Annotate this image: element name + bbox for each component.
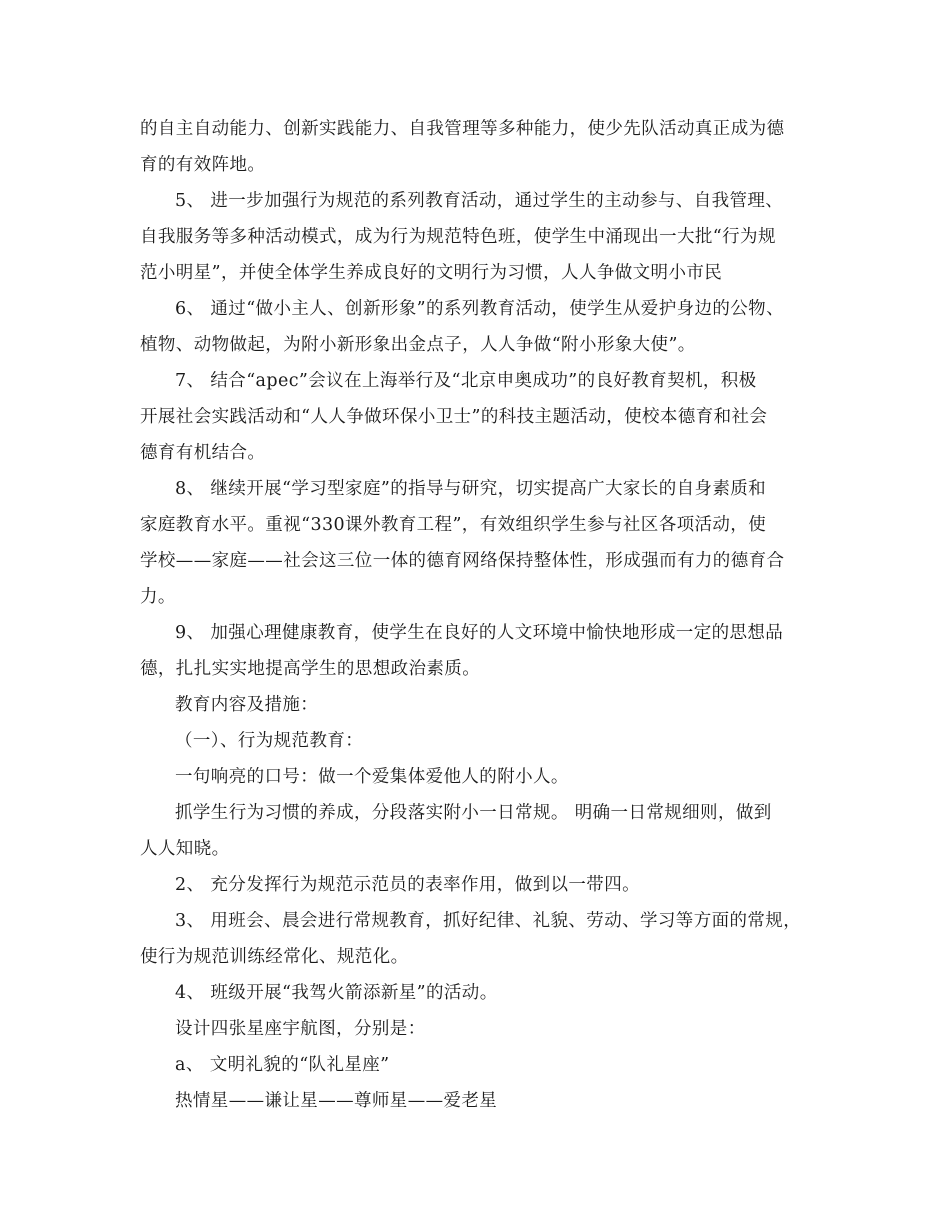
paragraph-item-5: 5、 进一步加强行为规范的系列教育活动，通过学生的主动参与、自我管理、 [175,191,784,211]
text-line: 德育有机结合。 [140,443,266,463]
paragraph-item-6: 6、 通过“做小主人、创新形象”的系列教育活动，使学生从爱护身边的公物、 [175,299,784,319]
list-item-a: a、 文明礼貌的“队礼星座” [175,1055,390,1075]
list-item-2: 2、 充分发挥行为规范示范员的表率作用，做到以一带四。 [175,875,640,895]
text-line: 的自主自动能力、创新实践能力、自我管理等多种能力，使少先队活动真正成为德 [140,119,785,139]
text-line: 育的有效阵地。 [140,155,266,175]
slogan-line: 一句响亮的口号：做一个爱集体爱他人的附小人。 [175,767,569,787]
paragraph-item-7: 7、 结合“apec”会议在上海举行及“北京申奥成功”的良好教育契机，积极 [175,371,757,391]
text-line: 设计四张星座宇航图，分别是： [175,1019,426,1039]
text-line: 自我服务等多种活动模式，成为行为规范特色班，使学生中涌现出一大批“行为规 [140,227,776,247]
text-line: 开展社会实践活动和“人人争做环保小卫士”的科技主题活动，使校本德育和社会 [140,407,768,427]
list-item-3: 3、 用班会、晨会进行常规教育，抓好纪律、礼貌、劳动、学习等方面的常规， [175,911,802,931]
text-line: 植物、动物做起，为附小新形象出金点子，人人争做“附小形象大使”。 [140,335,696,355]
text-line: 人人知晓。 [140,839,230,859]
text-line: 学校——家庭——社会这三位一体的德育网络保持整体性，形成强而有力的德育合 [140,551,785,571]
section-heading: 教育内容及措施： [175,695,319,715]
text-line: 德，扎扎实实地提高学生的思想政治素质。 [140,659,481,679]
text-line: 范小明星”，并使全体学生养成良好的文明行为习惯，人人争做文明小市民 [140,263,723,283]
subsection-heading: （一）、行为规范教育： [175,731,364,751]
paragraph-item-8: 8、 继续开展“学习型家庭”的指导与研究，切实提高广大家长的自身素质和 [175,479,767,499]
paragraph-item-9: 9、 加强心理健康教育，使学生在良好的人文环境中愉快地形成一定的思想品 [175,623,784,643]
text-line: 抓学生行为习惯的养成，分段落实附小一日常规。 明确一日常规细则，做到 [175,803,772,823]
text-line: 家庭教育水平。重视“330课外教育工程”，有效组织学生参与社区各项活动，使 [140,515,767,535]
text-line: 使行为规范训练经常化、规范化。 [140,947,409,967]
text-line: 热情星——谦让星——尊师星——爱老星 [175,1091,498,1111]
text-line: 力。 [140,587,176,607]
list-item-4: 4、 班级开展“我驾火箭添新星”的活动。 [175,983,498,1003]
